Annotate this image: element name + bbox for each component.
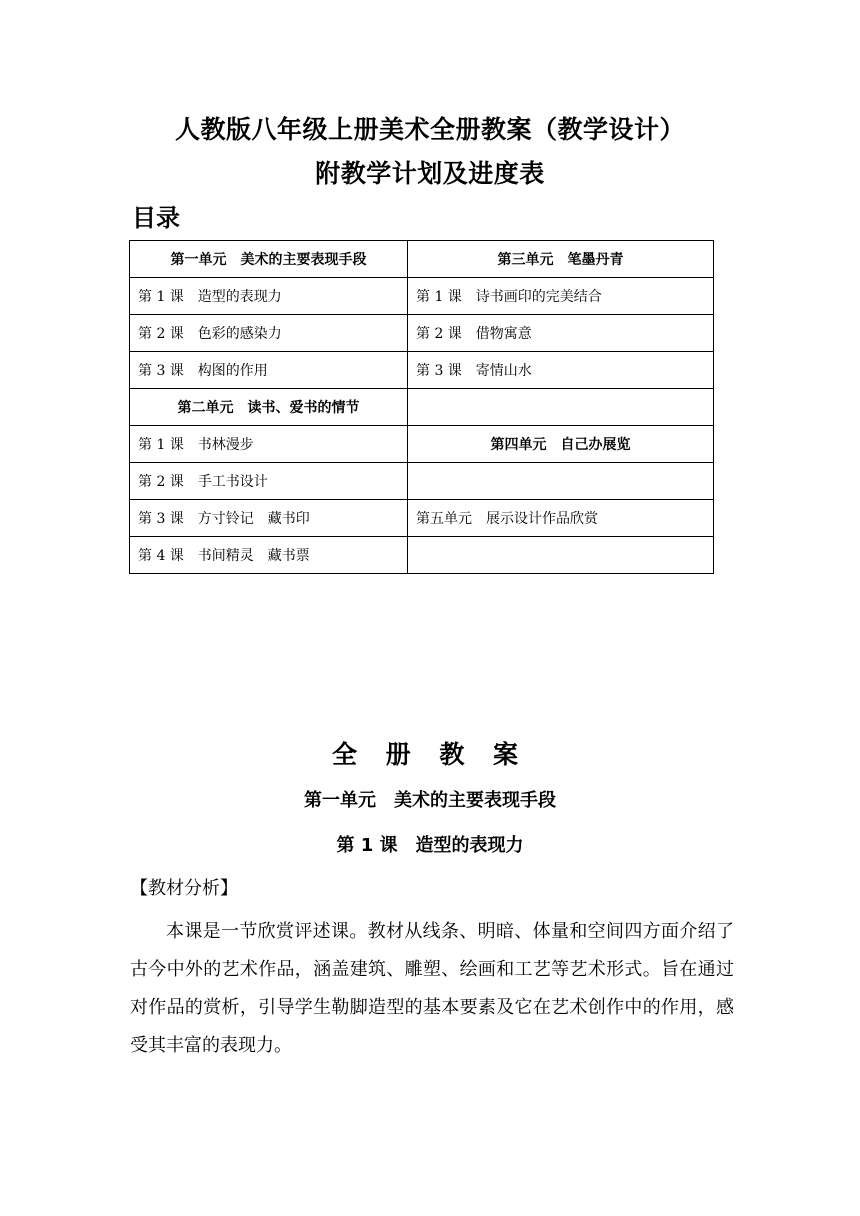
toc-table (129, 240, 714, 574)
toc-cell-left: 第二单元 读书、爱书的情节 (130, 389, 408, 426)
toc-cell-right: 第三单元 笔墨丹青 (408, 241, 714, 278)
toc-row (130, 241, 714, 278)
toc-cell-right: 第五单元 展示设计作品欣赏 (408, 500, 714, 537)
unit-title: 第一单元 美术的主要表现手段 (304, 790, 556, 811)
toc-cell-right: 第 1 课 诗书画印的完美结合 (408, 278, 714, 315)
toc-cell-left: 第 2 课 色彩的感染力 (130, 315, 408, 352)
toc-cell-left: 第一单元 美术的主要表现手段 (130, 241, 408, 278)
body-paragraph: 本课是一节欣赏评述课。教材从线条、明暗、体量和空间四方面介绍了古今中外的艺术作品，涵盖建筑、雕塑、绘画和工艺等艺术形式。旨在通过对作品的赏析，引导学生勒脚造型的基本要素及它在艺术创作中的作用，感受其丰富的表现力。 (130, 921, 734, 1056)
toc-row (130, 500, 714, 537)
toc-cell-left: 第 3 课 方寸铃记 藏书印 (130, 500, 408, 537)
toc-cell-left: 第 1 课 书林漫步 (130, 426, 408, 463)
toc-row (130, 315, 714, 352)
toc-cell-right: 第 3 课 寄情山水 (408, 352, 714, 389)
section-label: 【教材分析】 (130, 878, 238, 899)
lesson-title: 第 1 课 造型的表现力 (336, 835, 524, 856)
toc-cell-right (408, 537, 714, 574)
toc-row (130, 278, 714, 315)
toc-cell-right: 第 2 课 借物寓意 (408, 315, 714, 352)
document-title: 人教版八年级上册美术全册教案（教学设计） (174, 115, 685, 144)
toc-cell-left: 第 3 课 构图的作用 (130, 352, 408, 389)
toc-cell-left: 第 1 课 造型的表现力 (130, 278, 408, 315)
toc-row (130, 352, 714, 389)
toc-row (130, 426, 714, 463)
toc-cell-left: 第 4 课 书间精灵 藏书票 (130, 537, 408, 574)
toc-cell-right: 第四单元 自己办展览 (408, 426, 714, 463)
main-title: 全 册 教 案 (331, 740, 529, 769)
toc-heading: 目录 (132, 204, 180, 232)
toc-row (130, 463, 714, 500)
toc-row (130, 537, 714, 574)
toc-cell-right (408, 463, 714, 500)
toc-row (130, 389, 714, 426)
document-subtitle: 附教学计划及进度表 (315, 159, 545, 188)
toc-cell-left: 第 2 课 手工书设计 (130, 463, 408, 500)
toc-cell-right (408, 389, 714, 426)
